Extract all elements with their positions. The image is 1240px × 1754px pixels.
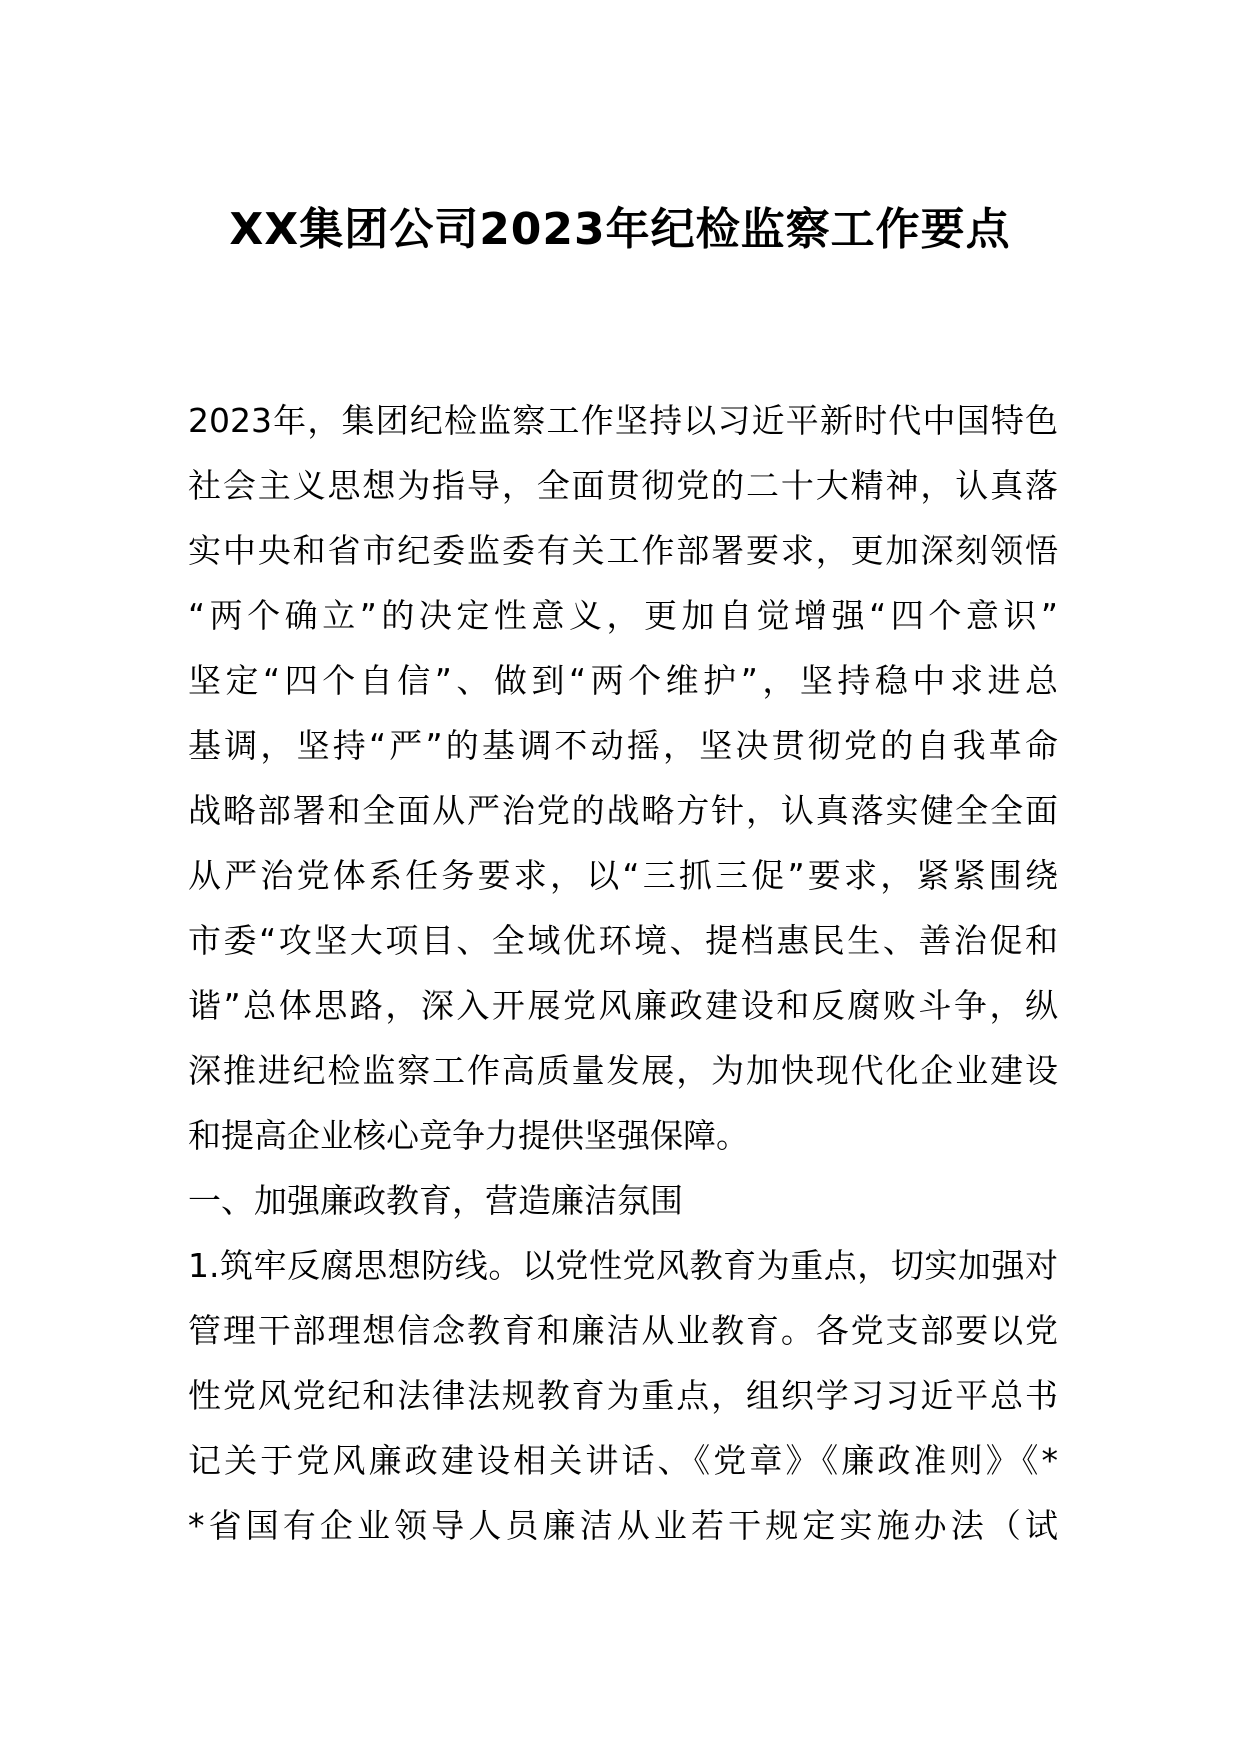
body-line: 性党风党纪和法律法规教育为重点，组织学习习近平总书 [188,1376,1058,1415]
document-body [188,388,1058,1558]
section-heading: 一、加强廉政教育，营造廉洁氛围 [188,1181,683,1220]
body-line: “两个确立”的决定性意义，更加自觉增强“四个意识” [188,596,1058,635]
body-line: 1.筑牢反腐思想防线。以党性党风教育为重点，切实加强对 [188,1246,1058,1285]
body-line: 基调，坚持“严”的基调不动摇，坚决贯彻党的自我革命 [188,726,1058,765]
body-line: 坚定“四个自信”、做到“两个维护”，坚持稳中求进总 [188,661,1058,700]
body-line: 战略部署和全面从严治党的战略方针，认真落实健全全面 [188,791,1058,830]
body-line: 管理干部理想信念教育和廉洁从业教育。各党支部要以党 [188,1311,1058,1350]
body-line: 深推进纪检监察工作高质量发展，为加快现代化企业建设 [188,1051,1058,1090]
body-line: 社会主义思想为指导，全面贯彻党的二十大精神，认真落 [188,466,1058,505]
body-line: 和提高企业核心竞争力提供坚强保障。 [188,1116,749,1155]
body-line: 实中央和省市纪委监委有关工作部署要求，更加深刻领悟 [188,531,1058,570]
body-line: 市委“攻坚大项目、全域优环境、提档惠民生、善治促和 [188,921,1058,960]
body-line: 记关于党风廉政建设相关讲话、《党章》《廉政准则》《* [188,1441,1058,1480]
body-line: *省国有企业领导人员廉洁从业若干规定实施办法（试 [188,1506,1058,1545]
document-title: XX集团公司2023年纪检监察工作要点 [229,204,1011,255]
body-line: 谐”总体思路，深入开展党风廉政建设和反腐败斗争，纵 [188,986,1058,1025]
body-line: 2023年，集团纪检监察工作坚持以习近平新时代中国特色 [188,401,1058,440]
body-line: 从严治党体系任务要求，以“三抓三促”要求，紧紧围绕 [188,856,1058,895]
